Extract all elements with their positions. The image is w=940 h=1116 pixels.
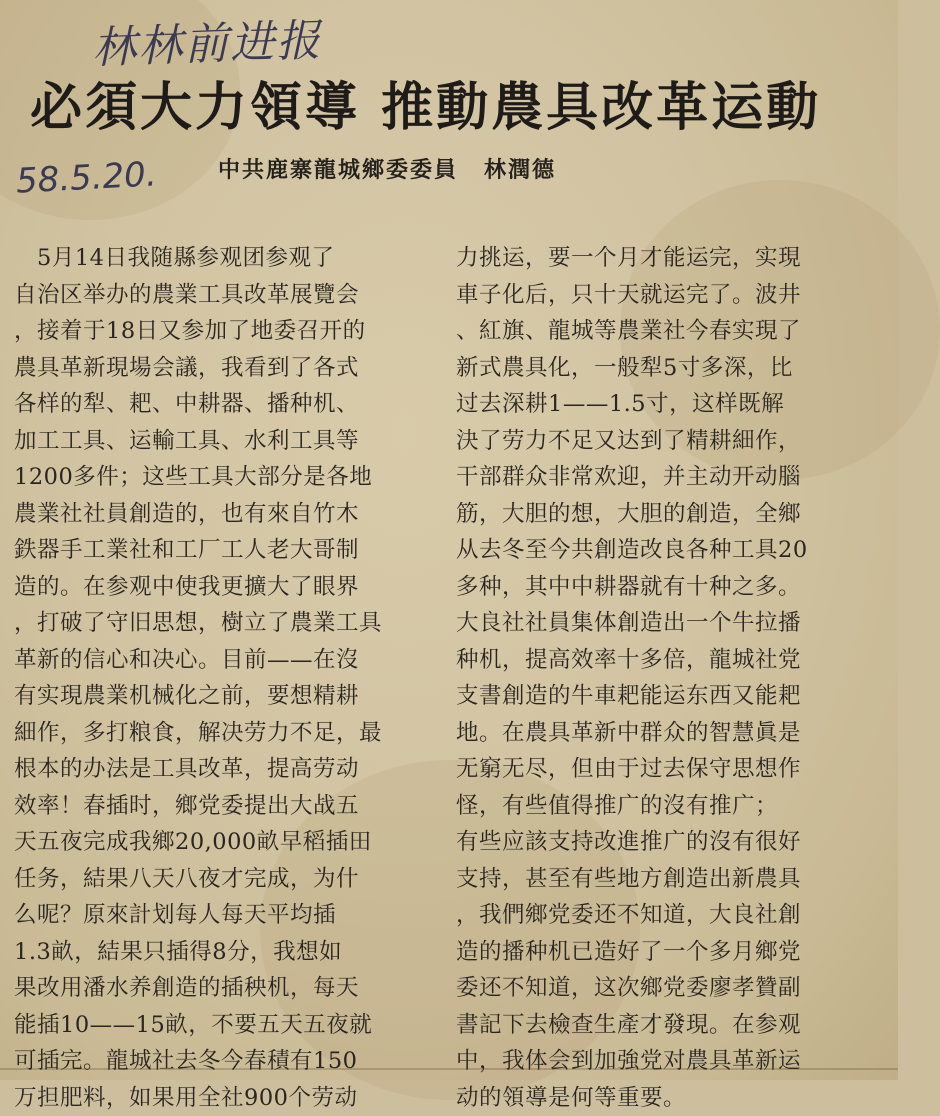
article-line: 无窮无尽，但由于过去保守思想作	[456, 751, 886, 788]
article-line: 中，我体会到加強党对農具革新运	[456, 1043, 886, 1080]
article-line: 革新的信心和决心。目前——在沒	[14, 642, 434, 679]
handwritten-annotation-date: 58.5.20.	[15, 154, 157, 201]
article-headline: 必須大力領導 推動農具改革运動	[30, 76, 870, 140]
article-line: 天五夜完成我鄉20,000畝早稻插田	[14, 824, 434, 861]
article-line: 決了劳力不足又达到了精耕細作，	[456, 423, 886, 460]
article-line: 細作，多打粮食，解决劳力不足，最	[14, 715, 434, 752]
article-line: 農具革新現場会議，我看到了各式	[14, 350, 434, 387]
article-line: 加工工具、运輸工具、水利工具等	[14, 423, 434, 460]
byline	[218, 156, 556, 186]
article-line: 效率！春插时，鄉党委提出大战五	[14, 788, 434, 825]
article-line: 么呢？原來計划每人每天平均插	[14, 897, 434, 934]
article-line: 干部群众非常欢迎，并主动开动腦	[456, 459, 886, 496]
article-line: 果改用潘水养創造的插秧机，每天	[14, 970, 434, 1007]
article-line: 自治区举办的農業工具改革展覽会	[14, 277, 434, 314]
article-line: 各样的犁、耙、中耕器、播种机、	[14, 386, 434, 423]
article-line: 農業社社員創造的，也有來自竹木	[14, 496, 434, 533]
article-line: 有实現農業机械化之前，要想精耕	[14, 678, 434, 715]
article-line: 多种，其中中耕器就有十种之多。	[456, 569, 886, 606]
article-line: 1200多件；这些工具大部分是各地	[14, 459, 434, 496]
article-line: 1.3畝，結果只插得8分，我想如	[14, 934, 434, 971]
article-line: 可插完。龍城社去冬今春積有150	[14, 1043, 434, 1080]
article-line: 根本的办法是工具改革，提高劳动	[14, 751, 434, 788]
article-line: 造的播种机已造好了一个多月鄉党	[456, 934, 886, 971]
article-line: ，打破了守旧思想，樹立了農業工具	[14, 605, 434, 642]
article-line: 种机，提高效率十多倍，龍城社党	[456, 642, 886, 679]
article-line: 能插10——15畝，不要五天五夜就	[14, 1007, 434, 1044]
bottom-divider	[0, 1068, 898, 1070]
article-line: 、紅旗、龍城等農業社今春实現了	[456, 313, 886, 350]
article-column-left	[14, 240, 434, 1116]
article-line: 从去冬至今共創造改良各种工具20	[456, 532, 886, 569]
article-line: 任务，結果八天八夜才完成，为什	[14, 861, 434, 898]
article-line: 鉄器手工業社和工厂工人老大哥制	[14, 532, 434, 569]
article-line: 力挑运，要一个月才能运完，实現	[456, 240, 886, 277]
article-line: 动的領導是何等重要。	[456, 1080, 886, 1116]
article-line: 支書創造的牛車耙能运东西又能耙	[456, 678, 886, 715]
article-line: 5月14日我随縣参观团参观了	[14, 240, 434, 277]
article-column-right	[456, 240, 886, 1116]
article-line: 書記下去檢查生產才發現。在参观	[456, 1007, 886, 1044]
article-line: 新式農具化，一般犁5寸多深，比	[456, 350, 886, 387]
byline-author: 林潤德	[484, 158, 556, 183]
article-line: 怪，有些值得推广的沒有推广；	[456, 788, 886, 825]
article-line: 車子化后，只十天就运完了。波井	[456, 277, 886, 314]
article-line: 造的。在参观中使我更擴大了眼界	[14, 569, 434, 606]
article-line: ，接着于18日又参加了地委召开的	[14, 313, 434, 350]
article-line: 筋，大胆的想，大胆的創造，全鄉	[456, 496, 886, 533]
article-line: 地。在農具革新中群众的智慧眞是	[456, 715, 886, 752]
handwritten-annotation-title: 林林前进报	[91, 4, 323, 76]
article-line: 委还不知道，这次鄉党委廖孝贊副	[456, 970, 886, 1007]
article-line: 万担肥料，如果用全社900个劳动	[14, 1080, 434, 1116]
article-line: 大良社社員集体創造出一个牛拉播	[456, 605, 886, 642]
byline-position: 中共鹿寨龍城鄉委委員	[218, 158, 458, 183]
article-line: 有些应該支持改進推广的沒有很好	[456, 824, 886, 861]
article-line: 过去深耕1——1.5寸，这样既解	[456, 386, 886, 423]
article-line: ，我們鄉党委还不知道，大良社創	[456, 897, 886, 934]
article-line: 支持，甚至有些地方創造出新農具	[456, 861, 886, 898]
